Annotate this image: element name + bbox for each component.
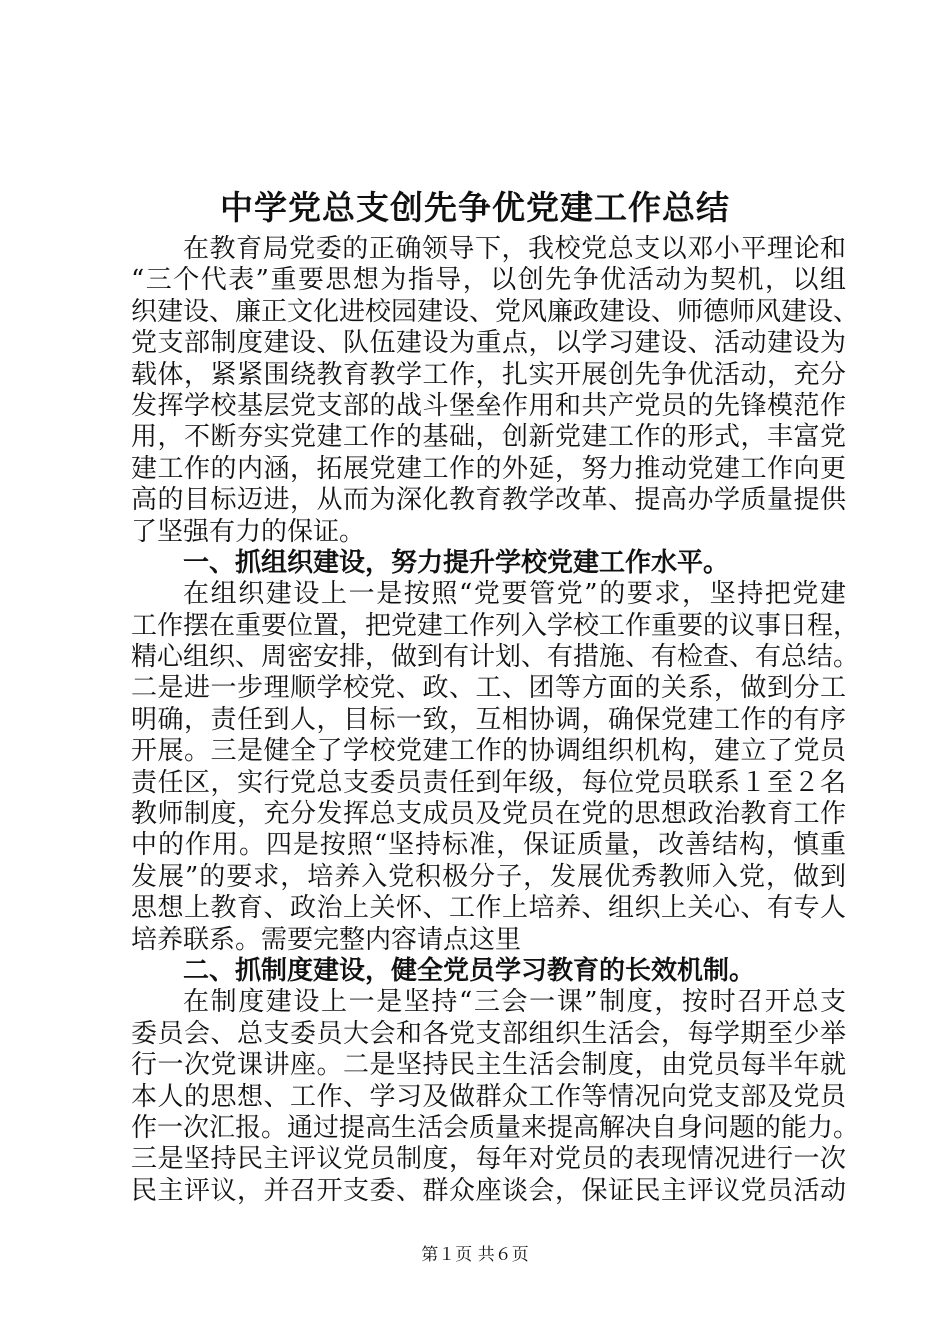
body-line: 开展。三是健全了学校党建工作的协调组织机构，建立了党员 [131,736,846,767]
body-line: 思想上教育、政治上关怀、工作上培养、组织上关心、有专人 [131,893,846,924]
body-line: 委员会、总支委员大会和各党支部组织生活会，每学期至少举 [131,1018,846,1049]
body-line: 了坚强有力的保证。 [131,516,366,547]
body-line: 中的作用。四是按照“坚持标准，保证质量，改善结构，慎重 [131,830,846,861]
body-line: 用，不断夯实党建工作的基础，创新党建工作的形式，丰富党 [131,422,846,453]
body-line: 责任区，实行党总支委员责任到年级，每位党员联系１至２名 [131,767,846,798]
body-line: 在教育局党委的正确领导下，我校党总支以邓小平理论和 [183,234,846,264]
body-line: 高的目标迈进，从而为深化教育教学改革、提高办学质量提供 [131,485,846,516]
section-heading: 一、抓组织建设，努力提升学校党建工作水平。 [183,547,730,578]
body-line: 党支部制度建设、队伍建设为重点，以学习建设、活动建设为 [131,328,846,359]
body-line: 建工作的内涵，拓展党建工作的外延，努力推动党建工作向更 [131,453,846,484]
body-line: 工作摆在重要位置，把党建工作列入学校工作重要的议事日程， [131,610,860,641]
body-line: 明确，责任到人，目标一致，互相协调，确保党建工作的有序 [131,704,846,735]
body-line: 本人的思想、工作、学习及做群众工作等情况向党支部及党员 [131,1081,846,1112]
document-body [131,234,860,1207]
body-line: 教师制度，充分发挥总支成员及党员在党的思想政治教育工作 [131,799,846,830]
body-line: 二是进一步理顺学校党、政、工、团等方面的关系，做到分工 [131,673,846,704]
body-line: 在组织建设上一是按照“党要管党”的要求，坚持把党建 [183,579,846,610]
body-line: 织建设、廉正文化进校园建设、党风廉政建设、师德师风建设、 [131,296,860,327]
body-line: 精心组织、周密安排，做到有计划、有措施、有检查、有总结。 [131,642,860,673]
body-line: 作一次汇报。通过提高生活会质量来提高解决自身问题的能力。 [131,1112,860,1143]
body-line: “三个代表”重要思想为指导，以创先争优活动为契机，以组 [131,265,846,296]
body-line: 三是坚持民主评议党员制度，每年对党员的表现情况进行一次 [131,1144,846,1175]
body-line: 发挥学校基层党支部的战斗堡垒作用和共产党员的先锋模范作 [131,390,846,421]
body-line: 发展”的要求，培养入党积极分子，发展优秀教师入党，做到 [131,861,846,892]
body-line: 载体，紧紧围绕教育教学工作，扎实开展创先争优活动，充分 [131,359,846,390]
body-line: 行一次党课讲座。二是坚持民主生活会制度，由党员每半年就 [131,1050,846,1081]
body-line: 在制度建设上一是坚持“三会一课”制度，按时召开总支 [183,987,846,1018]
body-line: 民主评议，并召开支委、群众座谈会，保证民主评议党员活动 [131,1175,846,1206]
body-line: 培养联系。需要完整内容请点这里 [131,924,522,955]
section-heading: 二、抓制度建设，健全党员学习教育的长效机制。 [183,955,756,986]
document-title: 中学党总支创先争优党建工作总结 [220,188,730,227]
page-footer: 第１页 共６页 [421,1245,529,1265]
